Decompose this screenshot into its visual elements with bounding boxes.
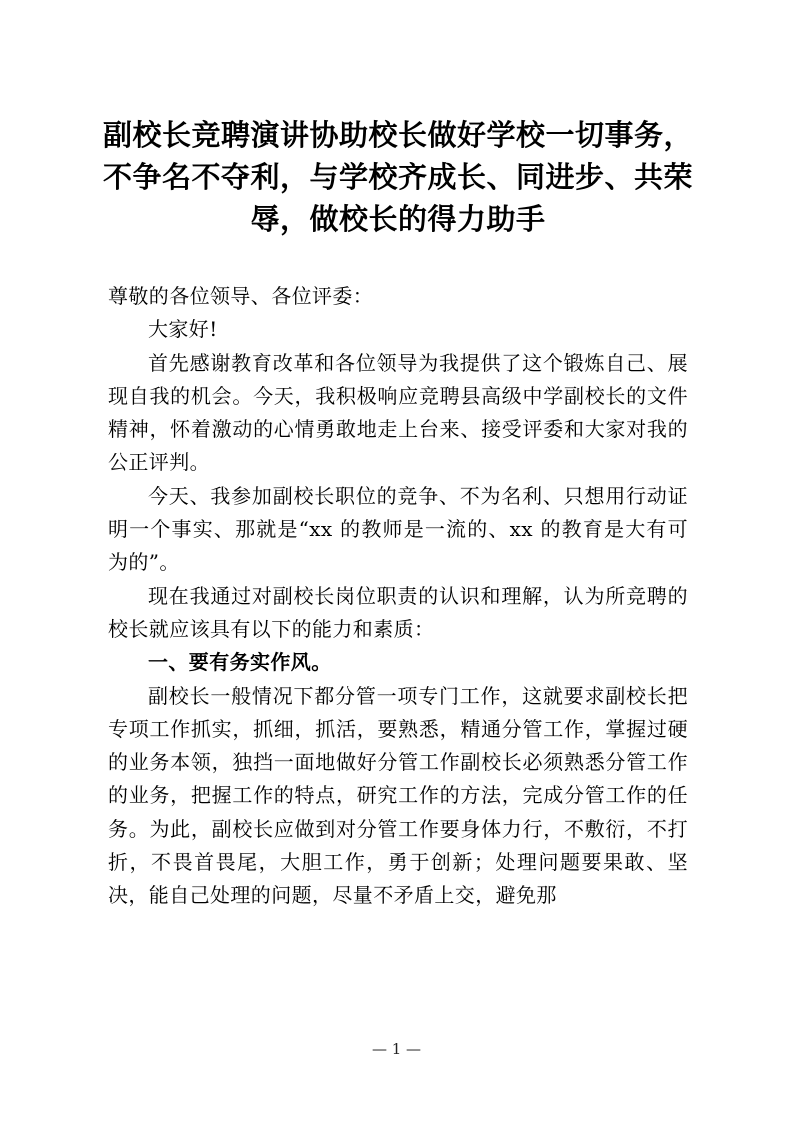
- page-number: — 1 —: [371, 1040, 422, 1058]
- section-paragraph: 副校长一般情况下都分管一项专门工作，这就要求副校长把专项工作抓实，抓细，抓活，要熟悉，精通分管工作，掌握过硬的业务本领，独挡一面地做好分管工作副校长必须熟悉分管工作的业务，把握工作的特点，研究工作的方法，完成分管工作的任务。为此，副校长应做到对分管工作要身体力行，不敷衍，不打折，不畏首畏尾，大胆工作，勇于创新；处理问题要果敢、坚决，能自己处理的问题，尽量不矛盾上交，避免那: [108, 683, 688, 908]
- paragraph-2: 今天、我参加副校长职位的竞争、不为名利、只想用行动证明一个事实、那就是“xx 的教师是一流的、xx 的教育是大有可为的”。: [108, 483, 688, 575]
- paragraph-3: 现在我通过对副校长岗位职责的认识和理解，认为所竞聘的校长就应该具有以下的能力和素质：: [108, 583, 688, 641]
- document-body: [108, 280, 688, 913]
- section-heading: 一、要有务实作风。: [148, 650, 332, 675]
- greeting: 大家好!: [148, 317, 218, 342]
- salutation: 尊敬的各位领导、各位评委：: [108, 284, 374, 308]
- document-title: 副校长竞聘演讲协助校长做好学校一切事务，不争名不夺利，与学校齐成长、同进步、共荣辱，做校长的得力助手: [102, 118, 693, 236]
- paragraph-1: 首先感谢教育改革和各位领导为我提供了这个锻炼自己、展现自我的机会。今天，我积极响应竞聘县高级中学副校长的文件精神，怀着激动的心情勇敢地走上台来、接受评委和大家对我的公正评判。: [108, 350, 688, 475]
